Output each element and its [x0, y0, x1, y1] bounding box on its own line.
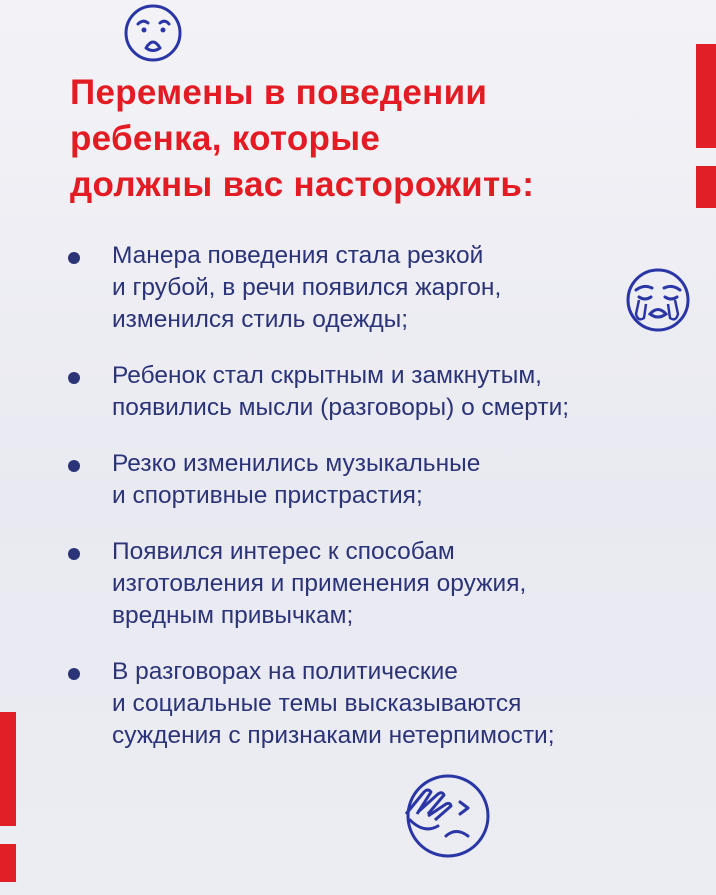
title-line: должны вас насторожить:	[70, 165, 535, 204]
bullet	[68, 252, 80, 264]
item-line: и социальные темы высказываются	[112, 690, 522, 717]
item-line: Появился интерес к способам	[112, 538, 455, 565]
item-line: Манера поведения стала резкой	[112, 242, 484, 269]
facepalm-face-icon	[398, 768, 494, 864]
bullet	[68, 460, 80, 472]
title-line: Перемены в поведении	[70, 73, 488, 112]
item-line: появились мысли (разговоры) о смерти;	[112, 394, 570, 421]
list-item	[68, 448, 698, 512]
page-title	[70, 70, 670, 208]
item-line: и спортивные пристрастия;	[112, 482, 423, 509]
worried-face-icon	[118, 2, 188, 66]
item-line: суждения с признаками нетерпимости;	[112, 722, 555, 749]
item-line: изменился стиль одежды;	[112, 306, 409, 333]
item-line: Ребенок стал скрытным и замкнутым,	[112, 362, 542, 389]
list-item	[68, 656, 698, 752]
item-line: изготовления и применения оружия,	[112, 570, 527, 597]
bullet	[68, 668, 80, 680]
list-item	[68, 360, 698, 424]
list-item	[68, 536, 698, 632]
item-line: Резко изменились музыкальные	[112, 450, 481, 477]
bullet	[68, 548, 80, 560]
item-line: вредным привычкам;	[112, 602, 354, 629]
list-item	[68, 240, 698, 336]
bullet	[68, 372, 80, 384]
warning-signs-list	[68, 240, 698, 752]
item-line: В разговорах на политические	[112, 658, 458, 685]
title-line: ребенка, которые	[70, 119, 381, 158]
item-line: и грубой, в речи появился жаргон,	[112, 274, 502, 301]
